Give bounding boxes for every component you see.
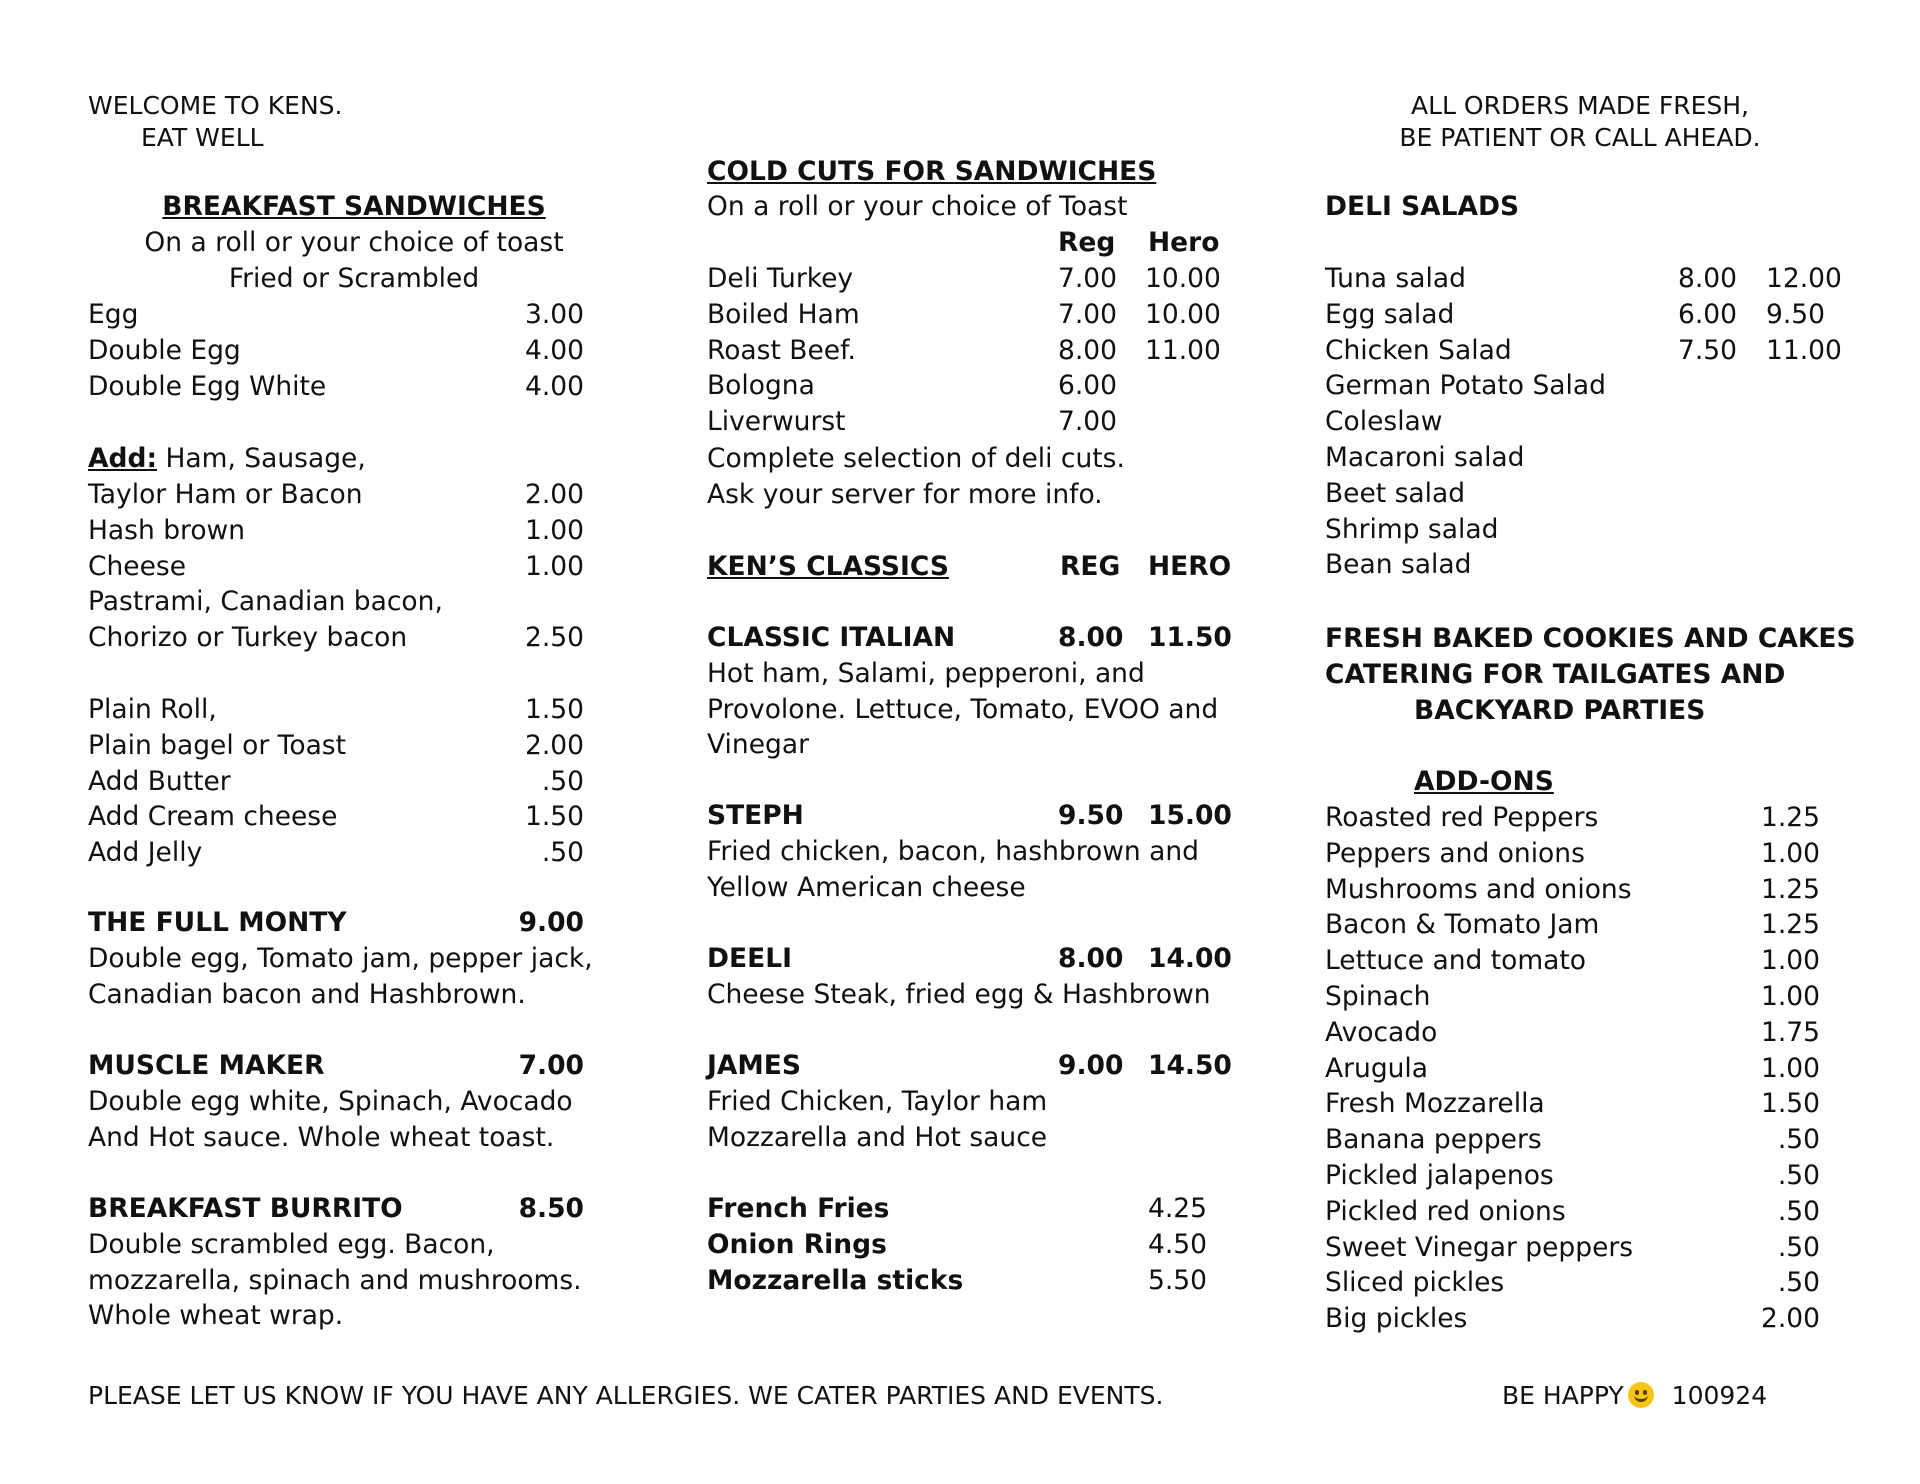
add-text: Ham, Sausage, [157,443,366,474]
deli-salad-name: Beet salad [1325,477,1466,509]
deli-salad-reg-price: 8.00 [1678,263,1738,294]
addon-name: Big pickles [1325,1303,1468,1335]
addon-name: Fresh Mozzarella [1325,1088,1545,1120]
special-name: BREAKFAST BURRITO [88,1193,403,1224]
breakfast-title: BREAKFAST SANDWICHES [162,191,546,222]
menu-item-price: 4.00 [524,370,584,402]
addon-name: Lettuce and tomato [1325,945,1587,977]
addon-price: 1.25 [1760,873,1820,905]
deli-salad-reg-price: 7.50 [1678,334,1738,366]
coldcut-reg-price: 8.00 [1058,334,1118,366]
extra-item-price: 1.50 [524,801,584,833]
addon-price: 2.00 [1760,1303,1820,1335]
coldcut-name: Deli Turkey [707,263,854,294]
addon-name: Pickled jalapenos [1325,1160,1554,1191]
addon-price: 1.00 [1760,1052,1820,1084]
menu-item-name: Double Egg [88,334,241,366]
coldcut-reg-price: 7.00 [1058,263,1118,294]
coldcut-name: Boiled Ham [707,298,860,330]
addon-price: .50 [1777,1160,1820,1191]
addon-name: Roasted red Peppers [1325,802,1599,833]
addon-price: 1.00 [1760,837,1820,869]
classic-name: STEPH [707,800,804,831]
addons-title: ADD-ONS [1414,766,1554,797]
classic-hero-price: 14.00 [1148,943,1232,974]
special-description: Double scrambled egg. Bacon, [88,1228,495,1260]
extra-item-name: Add Cream cheese [88,801,338,833]
menu-item-price: 3.00 [524,299,584,330]
coldcut-hero-price: 10.00 [1145,298,1221,330]
menu-item-price: 4.00 [524,334,584,366]
coldcuts-subtitle: On a roll or your choice of Toast [707,191,1128,222]
coldcut-reg-price: 7.00 [1058,406,1118,438]
addon-price: .50 [1777,1231,1820,1263]
side-price: 5.50 [1148,1264,1208,1296]
coldcuts-note-2: Ask your server for more info. [707,479,1103,510]
addon-name: Sweet Vinegar peppers [1325,1231,1634,1263]
classic-description: Hot ham, Salami, pepperoni, and [707,657,1145,689]
classic-name: JAMES [707,1050,801,1081]
deli-salad-name: Coleslaw [1325,406,1443,438]
addon-name: Mushrooms and onions [1325,873,1632,905]
extra-item-price: .50 [541,837,584,869]
add-heading [88,442,366,476]
add-item-price: 2.50 [524,622,584,654]
special-description: mozzarella, spinach and mushrooms. [88,1264,582,1296]
addon-name: Spinach [1325,981,1431,1012]
addon-price: 1.50 [1760,1088,1820,1120]
extra-item-price: .50 [541,765,584,797]
coldcut-reg-price: 6.00 [1058,370,1118,402]
addon-price: 1.75 [1760,1016,1820,1048]
special-name: THE FULL MONTY [88,907,347,938]
notice-subline: BE PATIENT OR CALL AHEAD. [1399,123,1761,152]
classic-description: Fried Chicken, Taylor ham [707,1085,1048,1117]
deli-salad-name: Shrimp salad [1325,513,1499,545]
deli-salad-name: Chicken Salad [1325,334,1512,366]
addon-price: 1.00 [1760,981,1820,1012]
extra-item-price: 1.50 [524,694,584,725]
addon-name: Avocado [1325,1016,1438,1048]
special-description: Double egg white, Spinach, Avocado [88,1085,573,1117]
addon-price: .50 [1777,1195,1820,1227]
special-price: 8.50 [518,1193,584,1224]
menu-code: 100924 [1671,1381,1768,1410]
coldcut-name: Bologna [707,370,815,402]
classic-description: Mozzarella and Hot sauce [707,1121,1048,1153]
coldcut-name: Roast Beef. [707,334,856,366]
special-price: 9.00 [518,907,584,938]
classic-name: CLASSIC ITALIAN [707,622,956,653]
addon-name: Sliced pickles [1325,1267,1505,1299]
catering-line: CATERING FOR TAILGATES AND [1325,659,1786,690]
classic-description: Vinegar [707,729,809,761]
special-price: 7.00 [518,1050,584,1081]
deli-salad-reg-price: 6.00 [1678,298,1738,330]
happy-text: BE HAPPY [1502,1381,1624,1410]
add-item-price: 1.00 [524,514,584,546]
welcome-subline: EAT WELL [141,123,264,152]
coldcuts-hero-header: Hero [1148,227,1220,258]
extra-item-price: 2.00 [524,729,584,761]
add-item-name: Cheese [88,550,187,582]
smiley-icon [1628,1382,1654,1408]
addon-name: Peppers and onions [1325,837,1585,869]
coldcut-hero-price: 11.00 [1145,334,1221,366]
classic-reg-price: 8.00 [1058,622,1124,653]
extra-item-name: Plain bagel or Toast [88,729,346,761]
addon-name: Pickled red onions [1325,1195,1566,1227]
menu-item-name: Double Egg White [88,370,327,402]
addon-price: .50 [1777,1267,1820,1299]
add-item-name: Hash brown [88,514,246,546]
deli-salad-hero-price: 12.00 [1766,263,1842,294]
coldcuts-reg-header: Reg [1058,227,1116,258]
extra-item-name: Add Butter [88,765,231,797]
addon-price: .50 [1777,1124,1820,1156]
add-item-name: Chorizo or Turkey bacon [88,622,408,654]
catering-line-2: BACKYARD PARTIES [1414,695,1706,726]
add-label: Add: [88,443,158,474]
addon-name: Bacon & Tomato Jam [1325,909,1600,941]
classic-hero-price: 11.50 [1148,622,1232,653]
classic-hero-price: 15.00 [1148,800,1232,831]
menu-item-name: Egg [88,299,139,330]
classic-reg-price: 8.00 [1058,943,1124,974]
side-name: French Fries [707,1193,890,1224]
addon-name: Banana peppers [1325,1124,1542,1156]
add-item-price: 1.00 [524,550,584,582]
allergy-notice: PLEASE LET US KNOW IF YOU HAVE ANY ALLERGIES. WE CATER PARTIES AND EVENTS. [88,1381,1164,1410]
coldcut-reg-price: 7.00 [1058,298,1118,330]
extra-item-name: Plain Roll, [88,694,217,725]
side-price: 4.25 [1148,1193,1208,1224]
special-description: Double egg, Tomato jam, pepper jack, [88,942,593,974]
extra-item-name: Add Jelly [88,837,203,869]
addon-price: 1.00 [1760,945,1820,977]
classic-description: Fried chicken, bacon, hashbrown and [707,835,1199,867]
coldcut-hero-price: 10.00 [1145,263,1221,294]
add-item-price: 2.00 [524,479,584,510]
coldcuts-title: COLD CUTS FOR SANDWICHES [707,156,1157,187]
notice-line: ALL ORDERS MADE FRESH, [1410,91,1749,120]
classic-description: Cheese Steak, fried egg & Hashbrown [707,978,1211,1010]
deli-salad-hero-price: 11.00 [1766,334,1842,366]
deli-salad-name: Egg salad [1325,298,1455,330]
classic-description: Yellow American cheese [707,871,1026,903]
classic-hero-price: 14.50 [1148,1050,1232,1081]
classics-reg-header: REG [1060,551,1121,582]
deli-salad-hero-price: 9.50 [1766,298,1826,330]
coldcut-name: Liverwurst [707,406,846,438]
deli-salad-name: Macaroni salad [1325,442,1525,473]
special-description: And Hot sauce. Whole wheat toast. [88,1121,555,1153]
classic-description: Provolone. Lettuce, Tomato, EVOO and [707,693,1219,725]
welcome-line: WELCOME TO KENS. [88,91,343,120]
coldcuts-note: Complete selection of deli cuts. [707,443,1125,474]
deli-salad-name: Bean salad [1325,549,1472,581]
deli-salad-name: German Potato Salad [1325,370,1606,402]
addon-price: 1.25 [1760,909,1820,941]
side-name: Onion Rings [707,1228,887,1260]
breakfast-subtitle-2: Fried or Scrambled [228,263,480,294]
deli-salad-name: Tuna salad [1325,263,1466,294]
add-item-name: Taylor Ham or Bacon [88,479,363,510]
classic-reg-price: 9.50 [1058,800,1124,831]
add-item-name: Pastrami, Canadian bacon, [88,586,443,618]
side-name: Mozzarella sticks [707,1264,964,1296]
breakfast-subtitle: On a roll or your choice of toast [144,227,564,258]
special-name: MUSCLE MAKER [88,1050,325,1081]
special-description: Canadian bacon and Hashbrown. [88,978,526,1010]
addon-name: Arugula [1325,1052,1429,1084]
classics-hero-header: HERO [1148,551,1232,582]
classic-reg-price: 9.00 [1058,1050,1124,1081]
deli-salads-title: DELI SALADS [1325,191,1520,222]
happy-note [1502,1380,1767,1412]
classic-name: DEELI [707,943,792,974]
side-price: 4.50 [1148,1228,1208,1260]
classics-title: KEN’S CLASSICS [707,551,949,582]
addon-price: 1.25 [1760,802,1820,833]
bakery-line: FRESH BAKED COOKIES AND CAKES [1325,623,1856,654]
special-description: Whole wheat wrap. [88,1300,344,1332]
